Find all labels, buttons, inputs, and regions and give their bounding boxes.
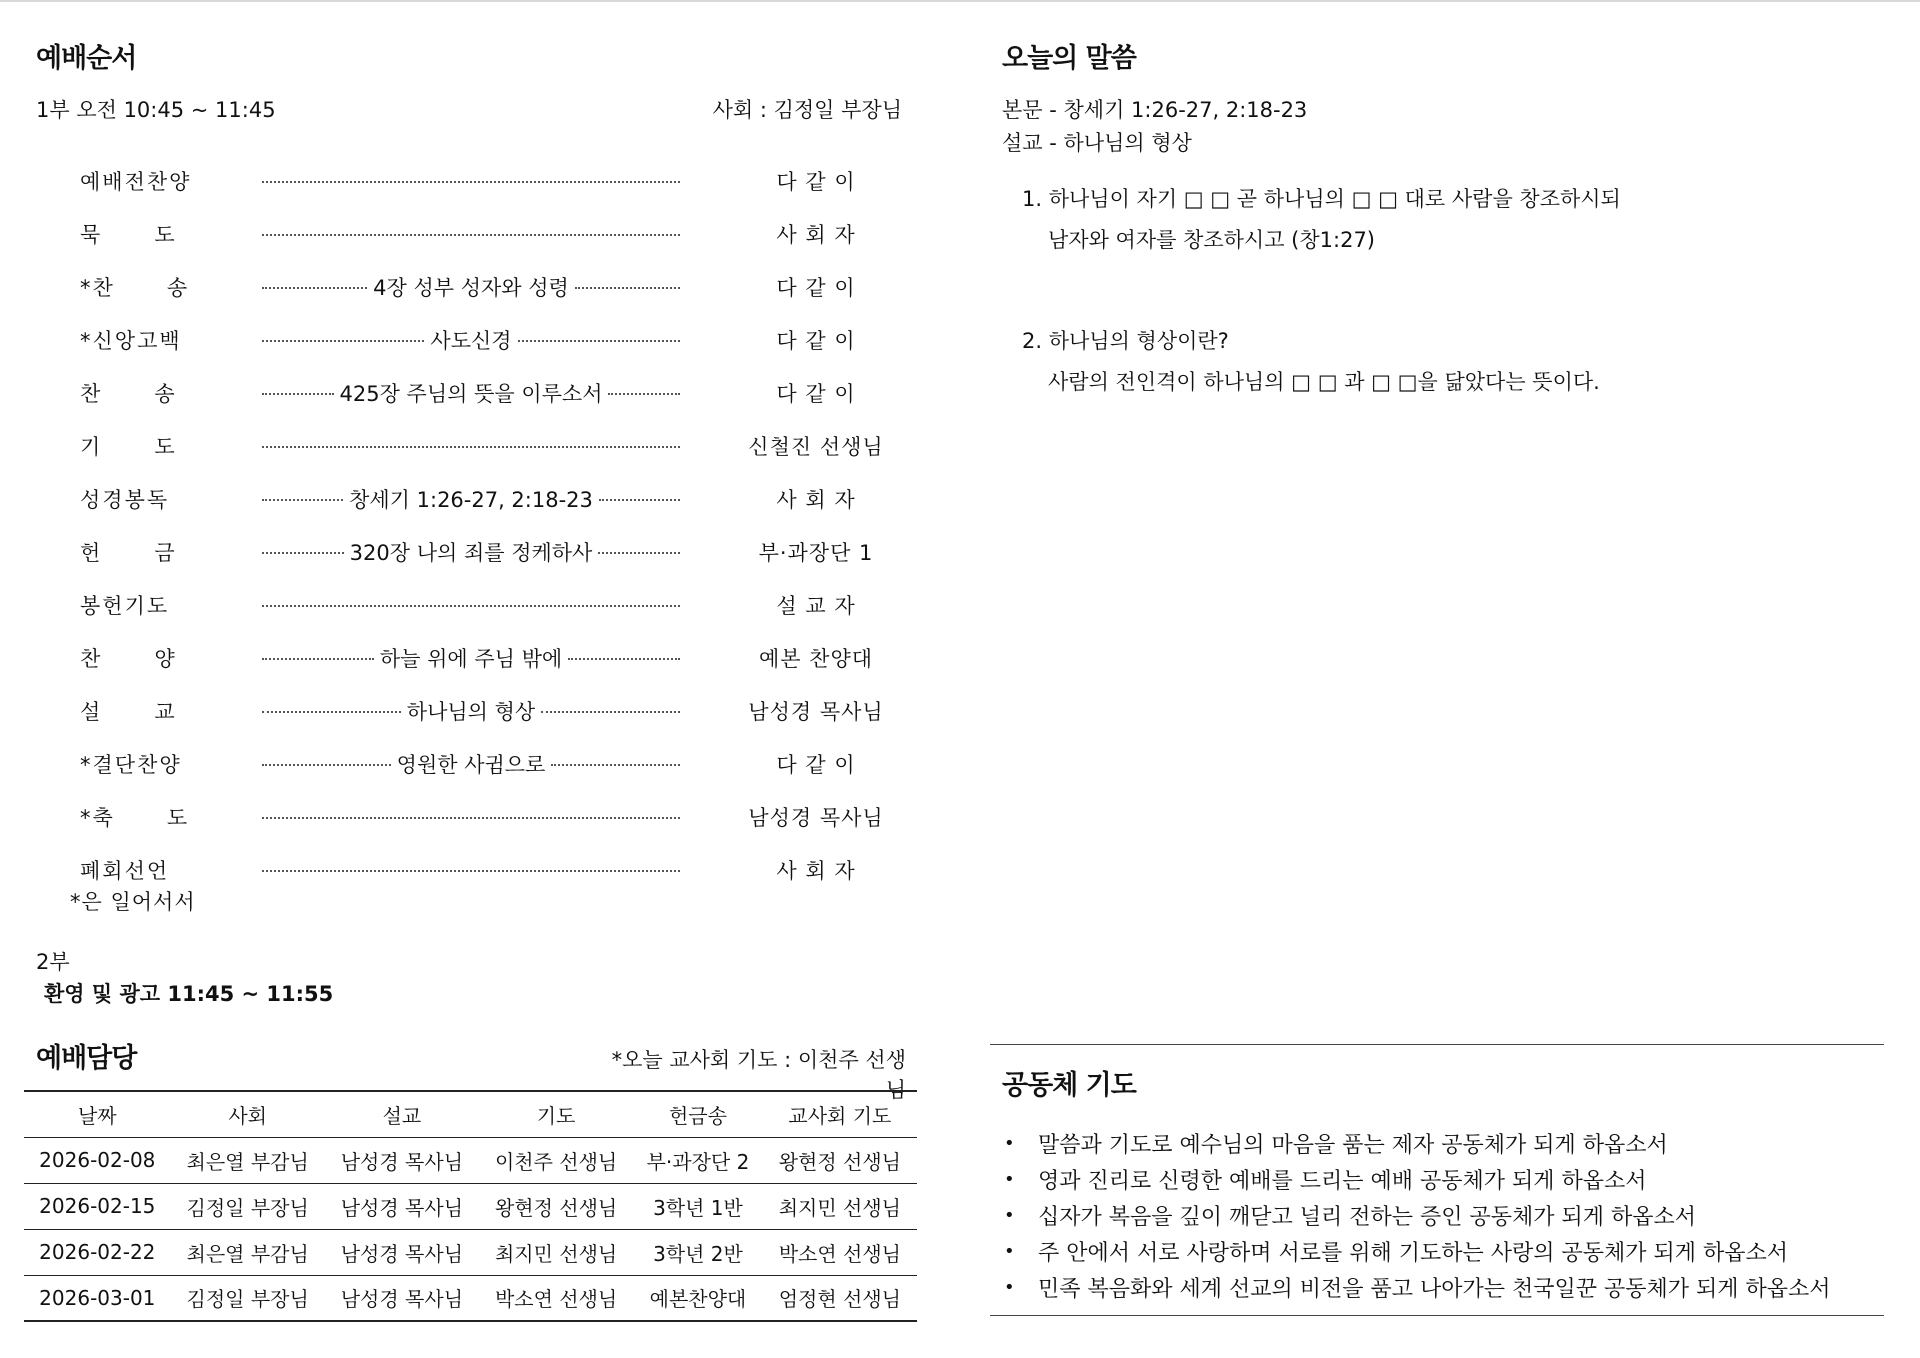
order-item-leader xyxy=(262,232,680,236)
order-item-title: 설 교 xyxy=(80,699,177,724)
order-item-person: 사 회 자 xyxy=(776,858,856,883)
bullet-icon: • xyxy=(1004,1240,1015,1262)
order-row xyxy=(36,472,916,525)
prayer-text: 영과 진리로 신령한 예배를 드리는 예배 공동체가 되게 하옵소서 xyxy=(1038,1168,1647,1194)
order-item-leader xyxy=(262,815,680,819)
column-header: 헌금송 xyxy=(668,1103,727,1128)
order-item-leader xyxy=(262,272,680,302)
order-item-title: *결단찬양 xyxy=(80,752,182,777)
order-item-leader xyxy=(262,643,680,673)
sermon-title-line: 설교 - 하나님의 형상 xyxy=(1002,131,1192,155)
top-divider xyxy=(0,0,1920,2)
order-item-title: *찬 송 xyxy=(80,275,190,300)
table-header-row xyxy=(24,1091,917,1137)
table-cell: 엄정현 선생님 xyxy=(778,1287,901,1312)
table-cell: 3학년 1반 xyxy=(653,1195,743,1220)
order-item-content: 320장 나의 죄를 정케하사 xyxy=(349,540,593,565)
order-row xyxy=(36,154,916,207)
todays-word-title: 오늘의 말씀 xyxy=(1002,43,1136,74)
table-cell: 예본찬양대 xyxy=(649,1287,747,1312)
order-item-leader xyxy=(262,325,680,355)
question-2-line-1: 2. 하나님의 형상이란? xyxy=(1022,329,1229,353)
question-1-line-2: 남자와 여자를 창조하시고 (창1:27) xyxy=(1048,228,1376,252)
order-item-leader xyxy=(262,696,680,726)
column-header: 날짜 xyxy=(77,1103,117,1128)
table-cell: 김정일 부장님 xyxy=(186,1195,309,1220)
bullet-icon: • xyxy=(1004,1204,1015,1226)
prayer-text: 말씀과 기도로 예수님의 마음을 품는 제자 공동체가 되게 하옵소서 xyxy=(1038,1132,1668,1158)
prayer-text: 십자가 복음을 깊이 깨닫고 널리 전하는 증인 공동체가 되게 하옵소서 xyxy=(1038,1204,1696,1230)
order-item-person: 예본 찬양대 xyxy=(758,646,874,671)
table-cell: 남성경 목사님 xyxy=(340,1149,464,1174)
order-item-person: 다 같 이 xyxy=(776,328,856,353)
order-item-content: 창세기 1:26-27, 2:18-23 xyxy=(349,487,593,512)
table-row xyxy=(24,1183,917,1229)
community-prayer-list xyxy=(1004,1125,1831,1305)
order-item-title: *축 도 xyxy=(80,805,190,830)
worship-staff-title: 예배담당 xyxy=(36,1043,137,1074)
column-header: 설교 xyxy=(382,1103,422,1128)
order-item-leader xyxy=(262,378,680,408)
order-item-title: 기 도 xyxy=(80,434,177,459)
community-prayer-title: 공동체 기도 xyxy=(1002,1070,1136,1101)
column-header: 사회 xyxy=(228,1103,267,1128)
worship-staff-table xyxy=(24,1090,917,1322)
table-cell: 최은열 부감님 xyxy=(186,1149,309,1174)
bullet-icon: • xyxy=(1004,1168,1015,1190)
table-cell: 3학년 2반 xyxy=(653,1241,743,1266)
table-cell: 왕현정 선생님 xyxy=(494,1195,618,1220)
table-cell: 부·과장단 2 xyxy=(646,1149,750,1174)
order-item-title: 폐회선언 xyxy=(80,858,170,883)
order-row xyxy=(36,419,916,472)
order-item-person: 남성경 목사님 xyxy=(748,805,884,830)
part2-schedule: 환영 및 광고 11:45 ~ 11:55 xyxy=(44,982,334,1006)
list-item xyxy=(1004,1197,1831,1233)
order-item-title: 찬 양 xyxy=(80,646,177,671)
question-1 xyxy=(1022,179,1621,261)
order-item-title: 헌 금 xyxy=(80,540,177,565)
order-row xyxy=(36,684,916,737)
order-item-leader xyxy=(262,868,680,872)
table-cell: 2026-03-01 xyxy=(39,1285,156,1310)
order-item-person: 사 회 자 xyxy=(776,487,856,512)
question-2 xyxy=(1022,321,1600,403)
table-cell: 남성경 목사님 xyxy=(340,1241,464,1266)
scripture-block xyxy=(1002,94,1307,160)
table-cell: 2026-02-08 xyxy=(39,1148,156,1172)
order-row xyxy=(36,260,916,313)
order-row xyxy=(36,631,916,684)
order-item-leader xyxy=(262,179,680,183)
order-item-person: 다 같 이 xyxy=(776,752,856,777)
order-item-leader xyxy=(262,603,680,607)
question-1-line-1: 1. 하나님이 자기 □ □ 곧 하나님의 □ □ 대로 사람을 창조하시되 xyxy=(1022,187,1621,211)
order-item-person: 다 같 이 xyxy=(776,381,856,406)
table-row xyxy=(24,1275,917,1321)
order-item-title: *신앙고백 xyxy=(80,328,182,353)
table-cell: 최지민 선생님 xyxy=(494,1241,618,1266)
order-row xyxy=(36,578,916,631)
order-item-title: 성경봉독 xyxy=(80,487,170,512)
order-item-content: 하늘 위에 주님 밖에 xyxy=(379,646,563,671)
community-prayer-section xyxy=(990,1044,1884,1316)
table-row xyxy=(24,1137,917,1183)
table-row xyxy=(24,1229,917,1275)
scripture-text-line: 본문 - 창세기 1:26-27, 2:18-23 xyxy=(1002,98,1308,122)
list-item xyxy=(1004,1233,1831,1269)
order-item-leader xyxy=(262,749,680,779)
order-item-person: 사 회 자 xyxy=(776,222,856,247)
order-item-person: 설 교 자 xyxy=(776,593,856,618)
bullet-icon: • xyxy=(1004,1132,1015,1154)
order-item-content: 하나님의 형상 xyxy=(406,699,536,724)
table-cell: 박소연 선생님 xyxy=(778,1241,901,1266)
order-row xyxy=(36,737,916,790)
column-header: 기도 xyxy=(536,1103,576,1128)
order-item-person: 신철진 선생님 xyxy=(748,434,884,459)
part1-header xyxy=(36,94,906,124)
worship-order-title: 예배순서 xyxy=(36,43,137,74)
order-item-leader xyxy=(262,484,680,514)
order-item-leader xyxy=(262,444,680,448)
teacher-prayer-note: *오늘 교사회 기도 : 이천주 선생님 xyxy=(611,1048,906,1102)
list-item xyxy=(1004,1161,1831,1197)
table-cell: 남성경 목사님 xyxy=(340,1195,464,1220)
part2-label: 2부 xyxy=(36,950,70,974)
order-row xyxy=(36,366,916,419)
order-row xyxy=(36,525,916,578)
worship-order-section xyxy=(36,36,916,1336)
prayer-text: 주 안에서 서로 사랑하며 서로를 위해 기도하는 사랑의 공동체가 되게 하옵소서 xyxy=(1038,1240,1788,1266)
order-row xyxy=(36,790,916,843)
order-item-person: 다 같 이 xyxy=(776,169,856,194)
order-item-leader xyxy=(262,537,680,567)
order-item-person: 다 같 이 xyxy=(776,275,856,300)
order-item-content: 영원한 사귐으로 xyxy=(396,752,546,777)
worship-order-list xyxy=(36,154,916,896)
list-item xyxy=(1004,1125,1831,1161)
table-cell: 최은열 부감님 xyxy=(186,1241,309,1266)
order-item-person: 남성경 목사님 xyxy=(748,699,884,724)
table-cell: 최지민 선생님 xyxy=(778,1195,901,1220)
order-row xyxy=(36,313,916,366)
prayer-text: 민족 복음화와 세계 선교의 비전을 품고 나아가는 천국일꾼 공동체가 되게 하옵소서 xyxy=(1038,1276,1831,1302)
todays-word-section xyxy=(1002,36,1882,536)
question-2-line-2: 사람의 전인격이 하나님의 □ □ 과 □ □을 닮았다는 뜻이다. xyxy=(1048,370,1600,394)
column-header: 교사회 기도 xyxy=(788,1103,892,1128)
order-item-content: 425장 주님의 뜻을 이루소서 xyxy=(339,381,603,406)
table-cell: 김정일 부장님 xyxy=(186,1287,309,1312)
table-cell: 박소연 선생님 xyxy=(494,1287,618,1312)
table-cell: 이천주 선생님 xyxy=(494,1149,618,1174)
table-cell: 왕현정 선생님 xyxy=(778,1149,901,1174)
list-item xyxy=(1004,1269,1831,1305)
order-item-title: 찬 송 xyxy=(80,381,177,406)
table-cell: 2026-02-15 xyxy=(39,1194,156,1218)
bullet-icon: • xyxy=(1004,1276,1015,1298)
standing-note: *은 일어서서 xyxy=(70,890,196,914)
order-item-title: 예배전찬양 xyxy=(80,169,192,194)
table-cell: 남성경 목사님 xyxy=(340,1287,464,1312)
order-item-person: 부·과장단 1 xyxy=(758,540,874,565)
order-item-title: 봉헌기도 xyxy=(80,593,170,618)
order-item-content: 사도신경 xyxy=(430,328,512,353)
part1-time: 1부 오전 10:45 ~ 11:45 xyxy=(36,98,276,122)
table-cell: 2026-02-22 xyxy=(39,1240,156,1264)
order-row xyxy=(36,207,916,260)
part1-host: 사회 : 김정일 부장님 xyxy=(712,98,902,122)
order-item-content: 4장 성부 성자와 성령 xyxy=(373,275,569,300)
order-item-title: 묵 도 xyxy=(80,222,177,247)
